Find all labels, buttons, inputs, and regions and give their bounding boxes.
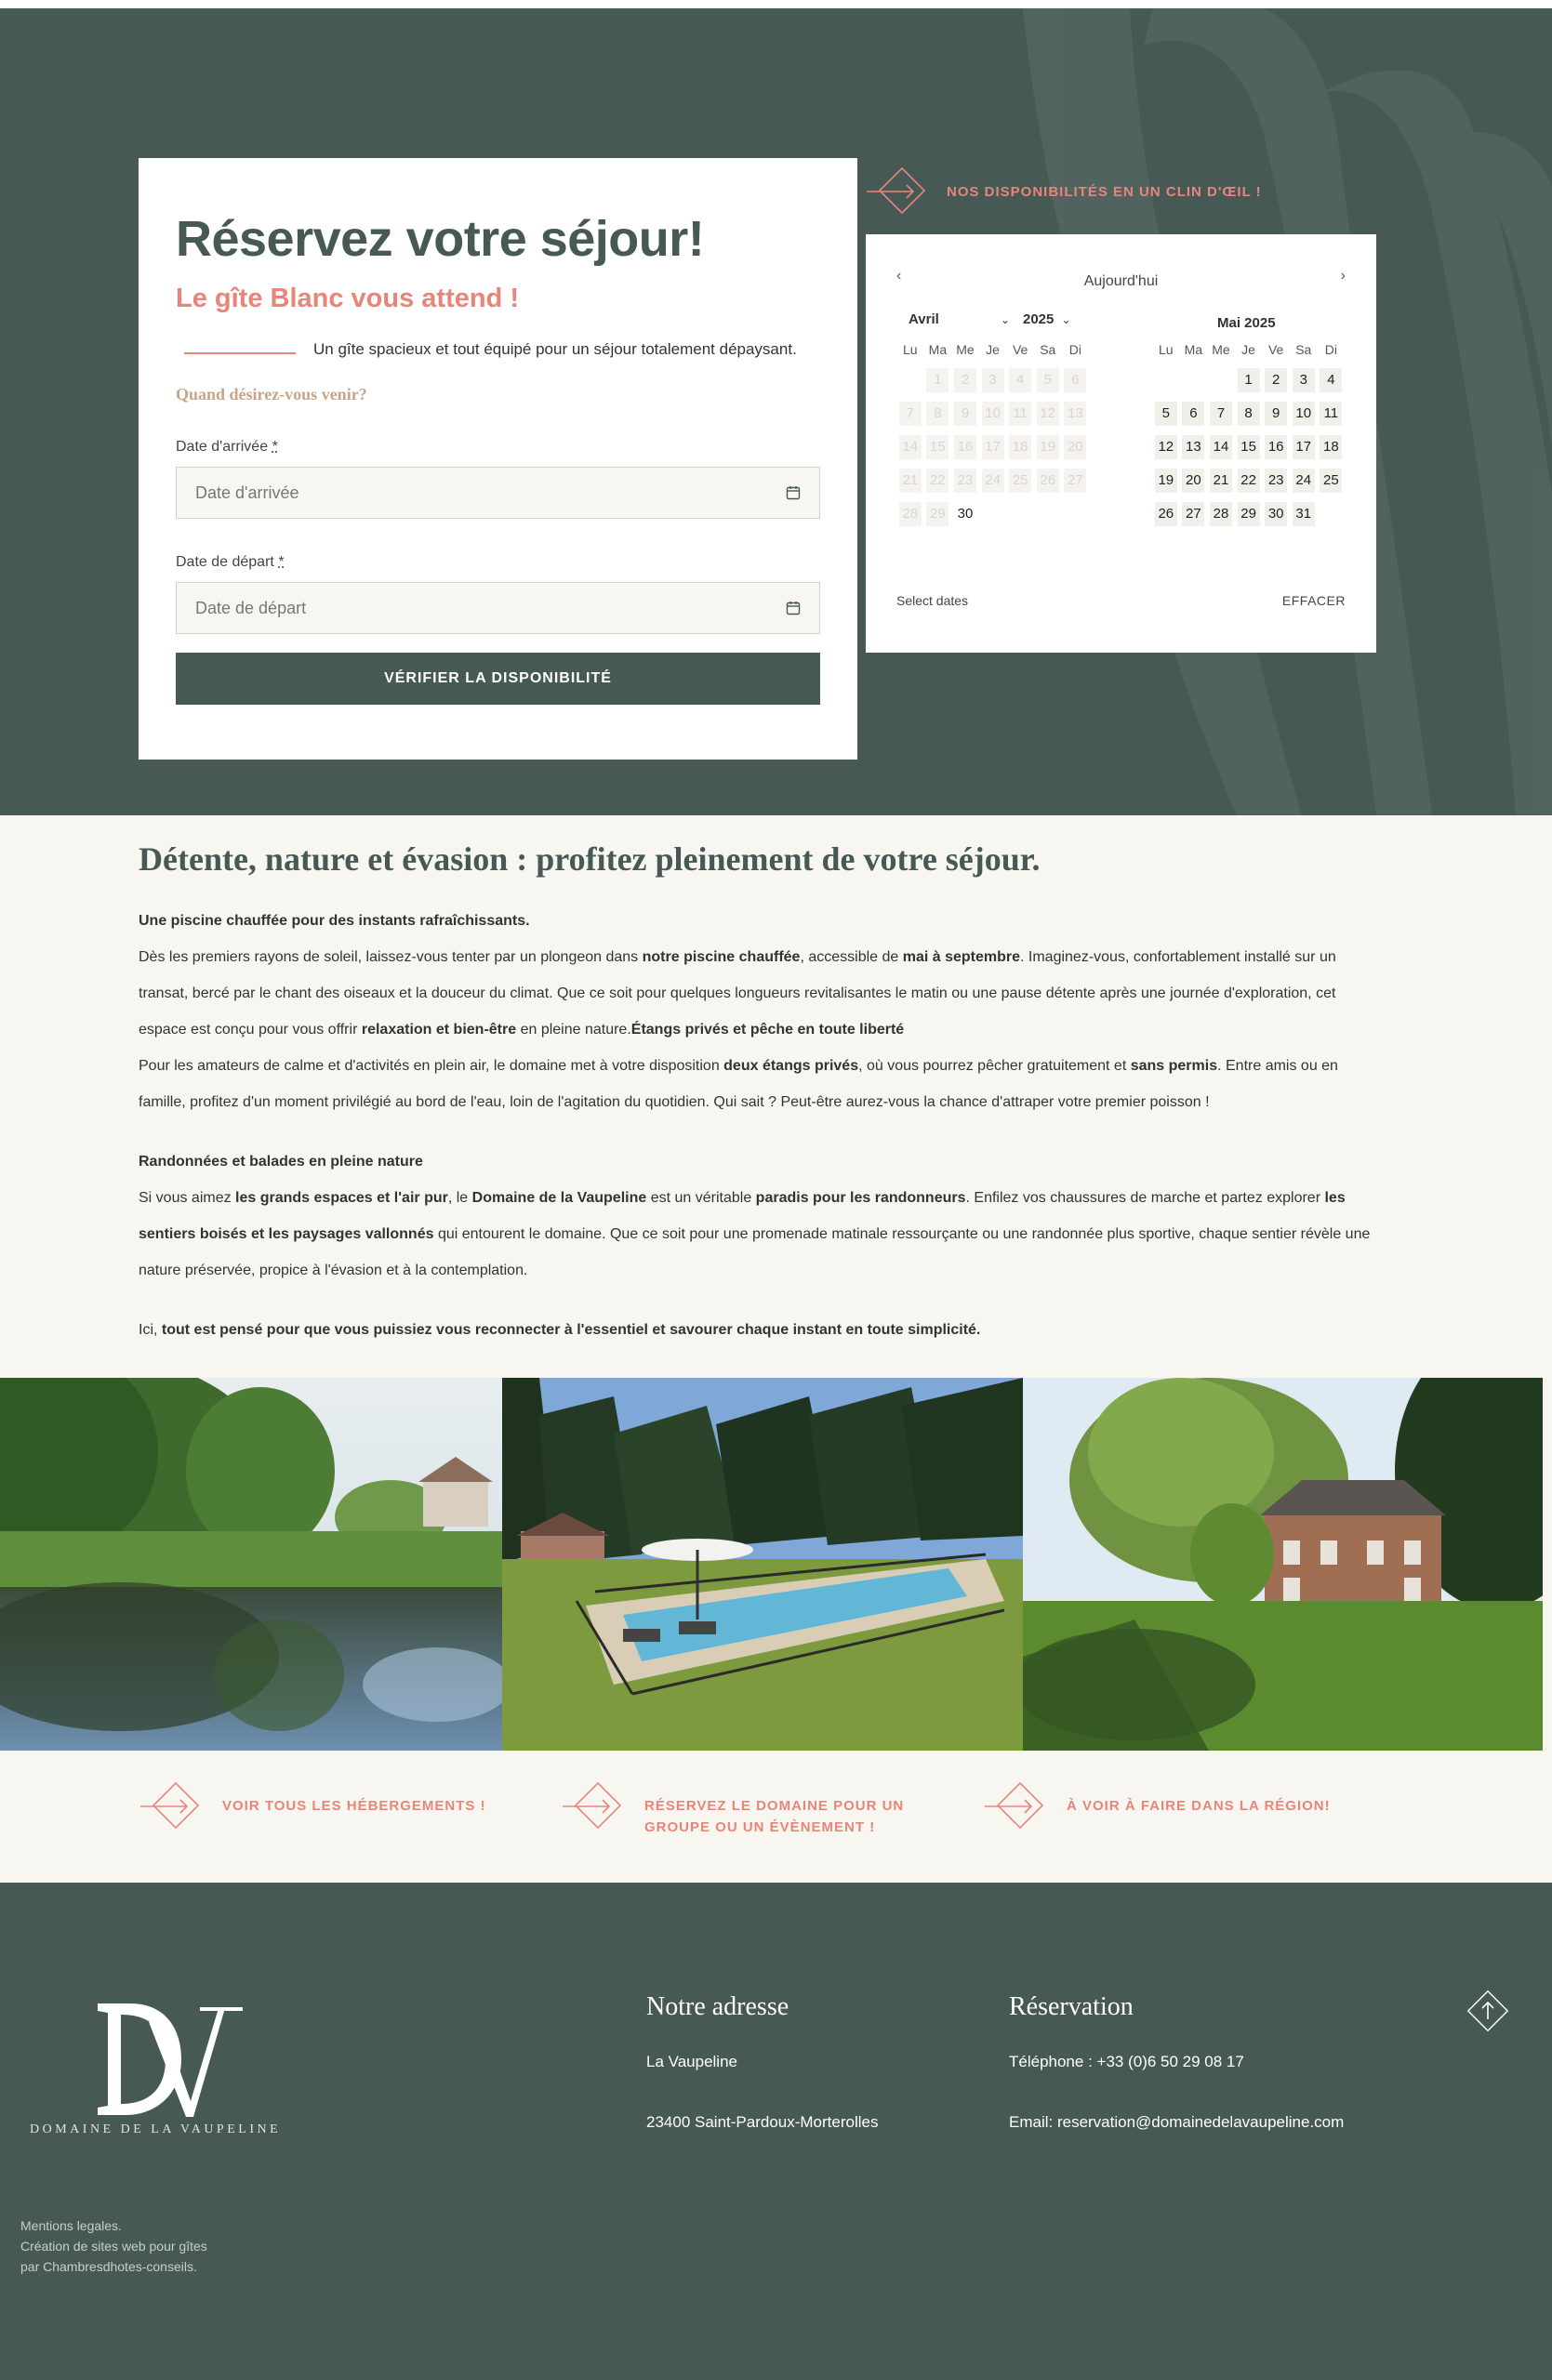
calendar-day: 3 [979,364,1007,397]
weekday-label: Lu [903,342,918,357]
link-text: VOIR TOUS LES HÉBERGEMENTS ! [222,1798,486,1814]
departure-date-field[interactable] [176,582,820,634]
prev-month-button[interactable]: ‹ [896,268,902,284]
content-section [139,840,1385,1348]
arrow-diamond-icon [139,1781,207,1831]
required-mark: * [278,554,285,570]
arrow-diamond-icon [983,1781,1052,1831]
availability-link[interactable] [865,166,1262,217]
departure-label-text: Date de départ [176,554,274,570]
availability-calendar [866,234,1376,653]
calendar-day[interactable]: 18 [1318,430,1346,464]
calendar-day: 14 [896,430,924,464]
weekday-label: Di [1324,342,1337,357]
calendar-day[interactable]: 9 [1262,397,1290,430]
top-bar [0,0,1552,8]
booking-question: Quand désirez-vous venir? [176,385,367,403]
year-select[interactable] [1023,311,1071,327]
legal-notice-link[interactable]: Mentions legales. [20,2218,122,2233]
calendar-day: 21 [896,464,924,497]
calendar-day: 5 [1034,364,1062,397]
link-text-line2: GROUPE OU UN ÉVÈNEMENT ! [644,1819,876,1835]
calendar-day: 12 [1034,397,1062,430]
booking-card [139,158,857,760]
region-activities-link[interactable] [983,1781,1331,1831]
calendar-day: 8 [924,397,952,430]
calendar-day[interactable]: 28 [1207,497,1235,531]
link-text-line1: RÉSERVEZ LE DOMAINE POUR UN [644,1798,905,1814]
calendar-day[interactable]: 5 [1152,397,1180,430]
calendar-day[interactable]: 30 [1262,497,1290,531]
calendar-day: 27 [1062,464,1090,497]
pool-photo [502,1378,1023,1751]
arrival-date-field[interactable] [176,467,820,519]
chevron-down-icon: ⌄ [1000,313,1011,326]
weekday-label: Ma [1184,342,1203,357]
verify-availability-button[interactable]: VÉRIFIER LA DISPONIBILITÉ [176,653,820,705]
weekday-label: Sa [1040,342,1056,357]
select-dates-text: Select dates [896,593,969,608]
booking-tagline: Un gîte spacieux et tout équipé pour un séjour totalement dépaysant. [313,340,797,358]
calendar-day: 16 [951,430,979,464]
weekday-label: Ve [1267,342,1284,357]
calendar-day: 24 [979,464,1007,497]
calendar-day[interactable]: 15 [1235,430,1263,464]
calendar-day[interactable]: 19 [1152,464,1180,497]
calendar-day: 1 [924,364,952,397]
calendar-day: 26 [1034,464,1062,497]
calendar-day[interactable]: 10 [1290,397,1318,430]
calendar-day[interactable]: 17 [1290,430,1318,464]
paragraph: Ici, tout est pensé pour que vous puissiez vous reconnecter à l'essentiel et savourer chaque instant en toute simplicité. [139,1322,981,1338]
empty-day [1152,364,1180,397]
calendar-day: 11 [1006,397,1034,430]
hero-section [0,8,1552,815]
weekday-label: Me [956,342,975,357]
weekday-label: Ma [928,342,948,357]
booking-title: Réservez votre séjour! [176,211,705,267]
calendar-day: 6 [1062,364,1090,397]
footer [0,1883,1552,2380]
calendar-day[interactable]: 27 [1180,497,1208,531]
calendar-day[interactable]: 30 [957,506,974,522]
chevron-down-icon: ⌄ [1061,313,1071,326]
photo-strip [0,1378,1543,1751]
content-heading: Détente, nature et évasion : profitez pleinement de votre séjour. [139,840,1041,878]
calendar-day[interactable]: 21 [1207,464,1235,497]
calendar-day: 9 [951,397,979,430]
calendar-day[interactable]: 31 [1290,497,1318,531]
paragraph: Dès les premiers rayons de soleil, laissez-vous tenter par un plongeon dans notre piscine chauffée, accessible de mai à septembre. Imaginez-vous, confortablement installé sur un transat, bercé par le chant des oiseaux et la douceur du climat. Que ce soit pour quelques longueurs revitalisantes le matin ou une pause détente après une journée d'exploration, cet espace est conçu pour vous offrir relaxation et bien-être en pleine nature.Étangs privés et pêche en toute liberté [139,949,1336,1038]
calendar-day[interactable]: 22 [1235,464,1263,497]
weekday-label: Ve [1012,342,1028,357]
address-line2: 23400 Saint-Pardoux-Morterolles [646,2113,879,2131]
arrival-date-input[interactable] [195,483,753,503]
empty-day [896,364,924,397]
second-month-title: Mai 2025 [1217,315,1276,331]
calendar-day[interactable]: 7 [1207,397,1235,430]
calendar-day[interactable]: 4 [1318,364,1346,397]
departure-label [176,554,285,571]
calendar-day[interactable]: 11 [1318,397,1346,430]
weekday-label: Lu [1159,342,1174,357]
paragraph: Si vous aimez les grands espaces et l'air pur, le Domaine de la Vaupeline est un véritable paradis pour les randonneurs. Enfilez vos chaussures de marche et partez explorer les sentiers boisés et les paysages vallonnés qui entourent le domaine. Que ce soit pour une promenade matinale ressourçante ou une randonnée plus sportive, chaque sentier révèle une nature préservée, propice à l'évasion et à la contemplation. [139,1190,1371,1278]
back-to-top-icon[interactable] [1464,1987,1512,2035]
calendar-day: 17 [979,430,1007,464]
calendar-day[interactable]: 2 [1262,364,1290,397]
calendar-day[interactable]: 3 [1290,364,1318,397]
logo-caption: DOMAINE DE LA VAUPELINE [30,2122,282,2136]
address-line1: La Vaupeline [646,2053,737,2070]
calendar-day: 15 [924,430,952,464]
calendar-day: 7 [896,397,924,430]
accent-line [184,352,296,354]
domaine-logo[interactable] [28,2003,298,2120]
link-text: À VOIR À FAIRE DANS LA RÉGION! [1067,1798,1331,1814]
next-month-button[interactable]: › [1340,268,1346,284]
calendar-day[interactable]: 25 [1318,464,1346,497]
calendar-day: 10 [979,397,1007,430]
weekday-label: Je [986,342,1000,357]
calendar-day: 13 [1062,397,1090,430]
year-select-value: 2025 [1023,311,1055,327]
arrival-label [176,439,278,456]
email-link[interactable]: Email: reservation@domainedelavaupeline.com [1009,2113,1345,2131]
calendar-day[interactable]: 8 [1235,397,1263,430]
month-select[interactable] [909,311,1010,327]
pond-photo [0,1378,502,1751]
empty-day [1180,364,1208,397]
phone-link[interactable]: Téléphone : +33 (0)6 50 29 08 17 [1009,2053,1244,2070]
calendar-day: 29 [924,497,952,531]
calendar-day[interactable]: 29 [1235,497,1263,531]
paragraph: Une piscine chauffée pour des instants rafraîchissants. [139,913,530,929]
calendar-day: 18 [1006,430,1034,464]
month-select-value: Avril [909,311,939,327]
calendar-day[interactable]: 16 [1262,430,1290,464]
calendar-day[interactable]: 1 [1235,364,1263,397]
calendar-day: 22 [924,464,952,497]
weekday-label: Je [1241,342,1255,357]
paragraph: Randonnées et balades en pleine nature [139,1154,423,1170]
calendar-day: 2 [951,364,979,397]
link-text [644,1795,904,1838]
clear-dates-button[interactable]: EFFACER [1281,593,1346,608]
reservation-title: Réservation [1009,1992,1134,2021]
weekday-label: Me [1212,342,1230,357]
calendar-day[interactable]: 20 [1180,464,1208,497]
availability-link-text: NOS DISPONIBILITÉS EN UN CLIN D'ŒIL ! [947,183,1262,200]
departure-date-input[interactable] [195,599,753,618]
calendar-day: 25 [1006,464,1034,497]
calendar-day[interactable]: 24 [1290,464,1318,497]
calendar-day: 19 [1034,430,1062,464]
booking-subtitle: Le gîte Blanc vous attend ! [176,284,519,313]
calendar-day[interactable]: 6 [1180,397,1208,430]
calendar-day[interactable]: 13 [1180,430,1208,464]
today-button[interactable]: Aujourd'hui [1083,273,1159,289]
arrow-diamond-icon [561,1781,630,1831]
calendar-day: 28 [896,497,924,531]
calendar-day[interactable]: 26 [1152,497,1180,531]
required-mark: * [272,439,278,455]
arrow-diamond-icon [865,166,934,217]
calendar-day[interactable]: 12 [1152,430,1180,464]
calendar-day: 4 [1006,364,1034,397]
calendar-day: 23 [951,464,979,497]
house-photo [1023,1378,1543,1751]
credits-line1[interactable]: Création de sites web pour gîtes [20,2239,207,2254]
calendar-icon[interactable] [786,601,801,615]
empty-day [1207,364,1235,397]
april-grid [896,336,1089,531]
weekday-label: Sa [1295,342,1312,357]
calendar-icon[interactable] [786,485,801,500]
credits-line2[interactable]: par Chambresdhotes-conseils. [20,2259,197,2274]
calendar-day[interactable]: 23 [1262,464,1290,497]
all-accommodations-link[interactable] [139,1781,486,1831]
may-grid [1152,336,1345,531]
paragraph: Pour les amateurs de calme et d'activités en plein air, le domaine met à votre disposition deux étangs privés, où vous pourrez pêcher gratuitement et sans permis. Entre amis ou en famille, profitez d'un moment privilégié au bord de l'eau, loin de l'agitation du quotidien. Qui sait ? Peut-être aurez-vous la chance d'attraper votre premier poisson ! [139,1058,1338,1110]
calendar-day[interactable]: 14 [1207,430,1235,464]
group-booking-link[interactable] [561,1781,904,1838]
arrival-label-text: Date d'arrivée [176,439,269,455]
calendar-day: 20 [1062,430,1090,464]
address-title: Notre adresse [646,1992,789,2021]
weekday-label: Di [1068,342,1081,357]
